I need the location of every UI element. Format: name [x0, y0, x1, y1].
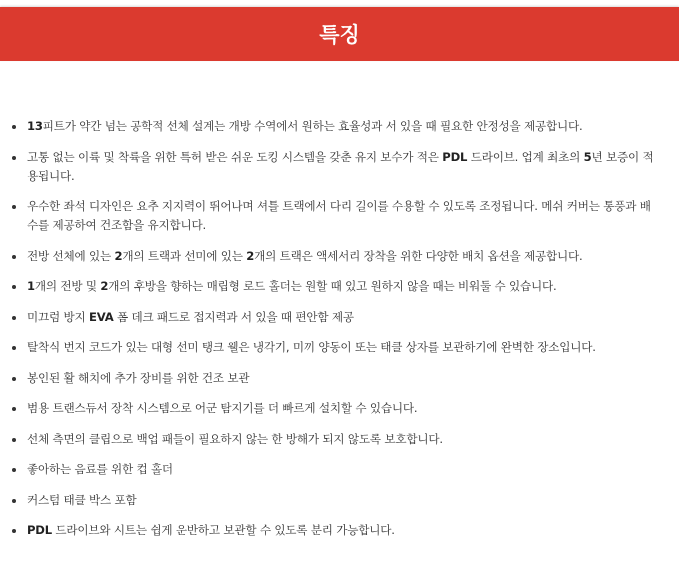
feature-text: 우수한 좌석 디자인은 요추 지지력이 뛰어나며 셔틀 트랙에서 다리 길이를 수용할 수 있도록 조정됩니다. 메쉬 커버는 통풍과 배수를 제공하여 건조함을 유지합니다. — [27, 199, 651, 232]
feature-text: 탈착식 번지 코드가 있는 대형 선미 탱크 웰은 냉각기, 미끼 양동이 또는 태클 상자를 보관하기에 완벽한 장소입니다. — [27, 340, 596, 354]
feature-text: 년 보증이 적용됩니다. — [27, 149, 654, 183]
feature-text: 드라이브와 시트는 쉽게 운반하고 보관할 수 있도록 분리 가능합니다. — [51, 523, 395, 537]
feature-list — [0, 117, 657, 552]
section-title: 특징 — [319, 23, 360, 47]
feature-highlight: 1 — [27, 279, 35, 293]
feature-text: 선체 측면의 클립으로 백업 패들이 필요하지 않는 한 방해가 되지 않도록 보호합니다. — [27, 431, 443, 446]
feature-item — [27, 117, 657, 136]
feature-text: 개의 트랙은 액세서리 장착을 위한 다양한 배치 옵션을 제공합니다. — [254, 248, 583, 263]
feature-item — [27, 338, 657, 357]
feature-highlight: PDL — [442, 149, 468, 164]
feature-highlight: 13 — [27, 119, 43, 133]
feature-text: 개의 후방을 향하는 매립형 로드 홀더는 원할 때 있고 원하지 않을 때는 비워둘 수 있습니다. — [108, 279, 557, 293]
feature-highlight: 5 — [583, 149, 592, 164]
feature-item — [27, 521, 657, 540]
feature-text: 개의 전방 및 — [34, 279, 101, 293]
feature-item — [27, 460, 657, 479]
feature-text: 폼 데크 패드로 접지력과 서 있을 때 편안함 제공 — [113, 309, 354, 324]
feature-item — [27, 308, 657, 327]
feature-highlight: EVA — [88, 309, 114, 324]
feature-item — [27, 148, 657, 186]
feature-item — [27, 247, 657, 266]
features-header — [0, 7, 679, 61]
feature-text: 미끄럼 방지 — [27, 309, 89, 324]
feature-highlight: 2 — [114, 248, 123, 263]
feature-text: 고통 없는 이륙 및 착륙을 위한 특허 받은 쉬운 도킹 시스템을 갖춘 유지 보수가 적은 — [27, 149, 443, 164]
feature-item — [27, 197, 657, 235]
feature-item — [27, 277, 657, 296]
feature-text: 피트가 약간 넘는 공학적 선체 설계는 개방 수역에서 원하는 효율성과 서 있을 때 필요한 안정성을 제공합니다. — [42, 119, 583, 133]
feature-text: 커스텀 태클 박스 포함 — [27, 492, 137, 507]
feature-highlight: 2 — [100, 279, 109, 293]
feature-text: 좋아하는 음료를 위한 컵 홀더 — [27, 462, 173, 476]
feature-text: 드라이브. 업계 최초의 — [467, 149, 584, 164]
feature-text: 봉인된 활 해치에 추가 장비를 위한 건조 보관 — [27, 370, 250, 385]
feature-item — [27, 369, 657, 388]
feature-text: 개의 트랙과 선미에 있는 — [122, 248, 247, 263]
feature-highlight: 2 — [246, 248, 255, 263]
feature-item — [27, 430, 657, 449]
feature-highlight: PDL — [27, 523, 52, 537]
feature-text: 범용 트랜스듀서 장착 시스템으로 어군 탐지기를 더 빠르게 설치할 수 있습니다. — [27, 401, 418, 415]
feature-item — [27, 491, 657, 510]
feature-text: 전방 선체에 있는 — [27, 248, 115, 263]
feature-item — [27, 399, 657, 418]
